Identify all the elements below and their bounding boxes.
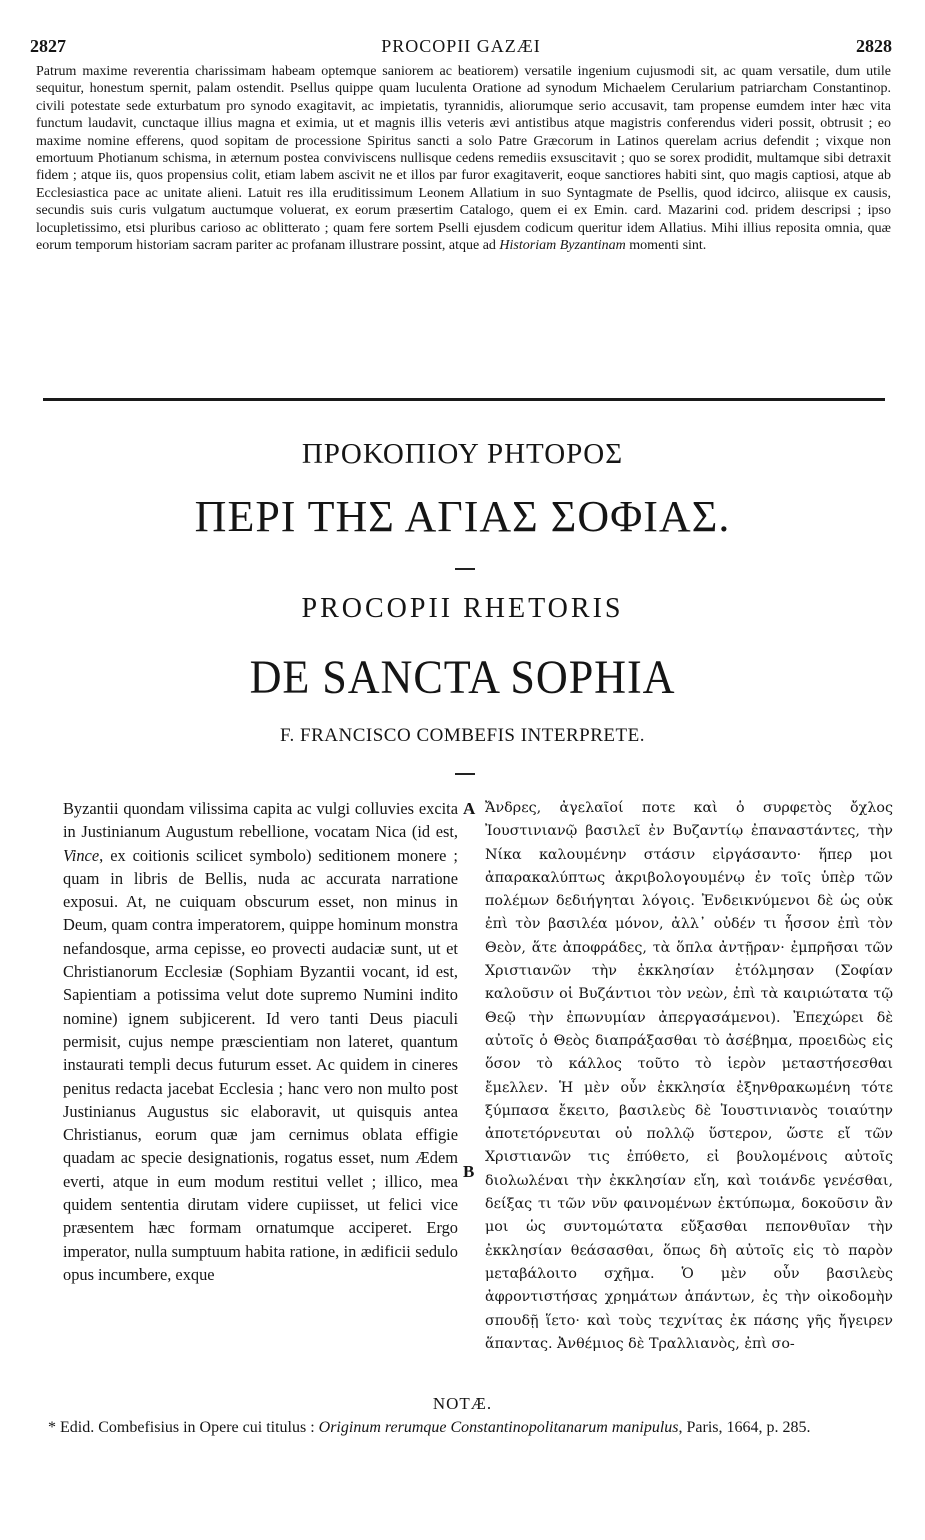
page-number-right: 2828	[856, 36, 892, 56]
intro-paragraph	[36, 63, 891, 254]
latin-italic: Vince	[63, 845, 100, 865]
intro-text: Patrum maxime reverentia charissimam habeam optemque saniorem ac beatiorem) versatile ingenium cujusmodi sit, ac quam versatile, dum utile sequitur, honestum spernit, palam ostendit. Psellus quippe quam luculenta Oratione ad synodum Michaelem Cerularium patriarcham Constantinop. civili potestate sede exturbatum pro synodo exagitavit, ac impietatis, tyrannidis, aliorumque serio accusavit, tam propense eumdem inter hæc vita functum laudavit, cunctaque illius magna et eximia, ut et magnis illis veteris ævi antistibus atque magistris conferendus videri possit, obtrusit ; eo maxime nomine efferens, quod sopitam de processione Spiritus sancti a solo Patre Græcorum in Latinos querelam acrius defendit ; vixque non emortuum Photianum schisma, in æternum postea conviviscens nullisque cedens remediis exsuscitavit ; quo se sorex prodidit, multamque sibi detraxit fidem ; atque iis, quos propensius colit, etiam labem ascivit ne et illos par furor exagitaverit, eoque sanctiores habiti sint, quo magis captiosi, atque ab Ecclesiastica pace ac unitate alieni. Latuit res illa eruditissimum Leonem Allatium in suo Syntagmate de Psellis, quod idcirco, aliisque ex causis, secundis suis curis vulgatum auctumque voluerat, ex eorum præsertim Catalogo, quem ei ex Emin. card. Mazarini cod. pridem descripsi ; ipso locupletissimo, etsi pluribus carioso ac oblitterato ; quam fere sortem Pselli ejusdem codicum queritur idem Allatius. Mihi illius reposita omnia, quæ eorum temporum historiam sacram pariter ac profanam illustrare possint, atque ad	[36, 64, 891, 254]
latin-title-author: PROCOPII RHETORIS	[301, 593, 624, 624]
intro-text-end: momenti sint.	[625, 238, 707, 254]
interpreter-line: F. FRANCISCO COMBEFIS INTERPRETE.	[280, 725, 645, 746]
margin-marker-a: A	[463, 799, 476, 818]
latin-text-1: Byzantii quondam vilissima capita ac vulgi colluvies excita in Justinianum Augustum rebellione, vocatam Nica (id est,	[63, 799, 458, 842]
footnote-italic: Originum rerumque Constantinopolitanarum manipulus	[318, 1419, 679, 1436]
greek-title-author: ΠΡΟΚΟΠΙΟΥ ΡΗΤΟΡΟΣ	[301, 438, 624, 470]
page-number-left: 2827	[30, 36, 66, 56]
footnote-text-end: , Paris, 1664, p. 285.	[678, 1419, 811, 1436]
title-dash	[455, 568, 475, 570]
section-divider	[43, 398, 885, 401]
latin-column	[63, 797, 458, 1286]
page-header	[30, 36, 892, 58]
greek-title-work: ΠΕΡΙ ΤΗΣ ΑΓΙΑΣ ΣΟΦΙΑΣ.	[194, 492, 731, 541]
latin-text-2: , ex coitionis scilicet symbolo) seditionem monere ; quam in libris de Bellis, nuda ac accurata narratione exposui. At, ne cuiquam obscurum esset, non minus in Deum, quam contra imperatorem, quippe hominum monstra nefandosque, arma cepisse, eo provecti audaciæ sunt, ut et Christianorum Ecclesiæ (Sophiam Byzantii vocant, id est, Sapientiam a potissima velut dote supremo Numini indito nomine) ignem subjicerent. Id vero tanti Deus piaculi permisit, cujus nempe præscientiam non lateret, quantum instaurati templi decus futurum esset. Ac quidem in cineres penitus redacta jacebat Ecclesia ; hanc vero non multo post Justinianus Augustus sic elaboravit, ut quisquis antea Christianus, eorum quæ jam cernimus oblata effigie quadam ac specie designationis, rogatus esset, num Ædem everti, atque in eum modum restitui vellet ; illico, mea quidem sententia dirutam videre cupiisset, ut felici vice præsentem hæc formam ornatumque acciperet. Ergo imperator, nulla sumptuum habita ratione, in ædificii sedulo opus incumbere, exque	[63, 845, 458, 1284]
title-dash-lower	[455, 773, 475, 775]
intro-italic: Historiam Byzantinam	[499, 238, 626, 254]
greek-column	[485, 797, 893, 1356]
footnote-text: * Edid. Combefisius in Opere cui titulus :	[48, 1419, 319, 1436]
notes-heading: NOTÆ.	[432, 1394, 493, 1413]
footnote	[48, 1417, 893, 1438]
latin-title-work: DE SANCTA SOPHIA	[249, 651, 676, 704]
greek-text: Ἄνδρες, ἀγελαῖοί ποτε καὶ ὁ συρφετὸς ὄχλος Ἰουστινιανῷ βασιλεῖ ἐν Βυζαντίῳ ἐπαναστάντες, τὴν Νίκα καλουμένην στάσιν εἰργάσαντο· ἥπερ μοι ἀπαρακαλύπτως ἀκριβολογουμένῳ ἐν τοῖς ὑπὲρ τῶν πολέμων δεδιήγηται λόγοις. Ἐνδεικνύμενοι δὲ ὡς οὐκ ἐπὶ τὸν βασιλέα μόνον, ἀλλ᾽ οὐδέν τι ἧσσον ἐπὶ τὸν Θεὸν, ἅτε ἀποφράδες, τὰ ὅπλα ἀντῇραν· ἐμπρῆσαι τῶν Χριστιανῶν τὴν ἐκκλησίαν ἐτόλμησαν (Σοφίαν καλοῦσιν οἱ Βυζάντιοι τὸν νεὼν, ἐπὶ τὰ καιριώτατα τῷ Θεῷ τὴν ἐπωνυμίαν ἀπεργασάμενοι). Ἐπεχώρει δὲ αὐτοῖς ὁ Θεὸς διαπράξασθαι τὸ ἀσέβημα, προειδὼς εἰς ὅσον τὸ κάλλος τοῦτο τὸ ἱερὸν μεταστήσεσθαι ἔμελλεν. Ἡ μὲν οὖν ἐκκλησία ἐξηνθρακωμένη τότε ξύμπασα ἔκειτο, βασιλεὺς δὲ Ἰουστινιανὸς τοιαύτην ἀποτετόρνευται οὐ πολλῷ ὕστερον, ὥστε εἴ τῶν Χριστιανῶν τις ἐπύθετο, εἰ βουλομένοις αὐτοῖς διολωλέναι τὴν ἐκκλησίαν εἴη, καὶ τοιάνδε γενέσθαι, δείξας τι τῶν νῦν φαινομένων ἐκτύπωμα, δοκοῦσιν ἂν μοι ὡς συντομώτατα εὔξασθαι πεπονθυῖαν τὴν ἐκκλησίαν θεάσασθαι, ὅπως δὴ αὐτοῖς εἰς τὸ παρὸν μεταβάλοιτο σχῆμα. Ὁ μὲν οὖν βασιλεὺς ἀφροντιστήσας χρημάτων ἁπάντων, ἐς τὴν οἰκοδομὴν σπουδῇ ἵετο· καὶ τοὺς τεχνίτας ἐκ πάσης γῆς ἤγειρεν ἅπαντας. Ἀνθέμιος δὲ Τραλλιανὸς, ἐπὶ σο-	[485, 800, 893, 1352]
margin-marker-b: B	[463, 1162, 475, 1181]
running-title: PROCOPII GAZÆI	[381, 36, 541, 56]
